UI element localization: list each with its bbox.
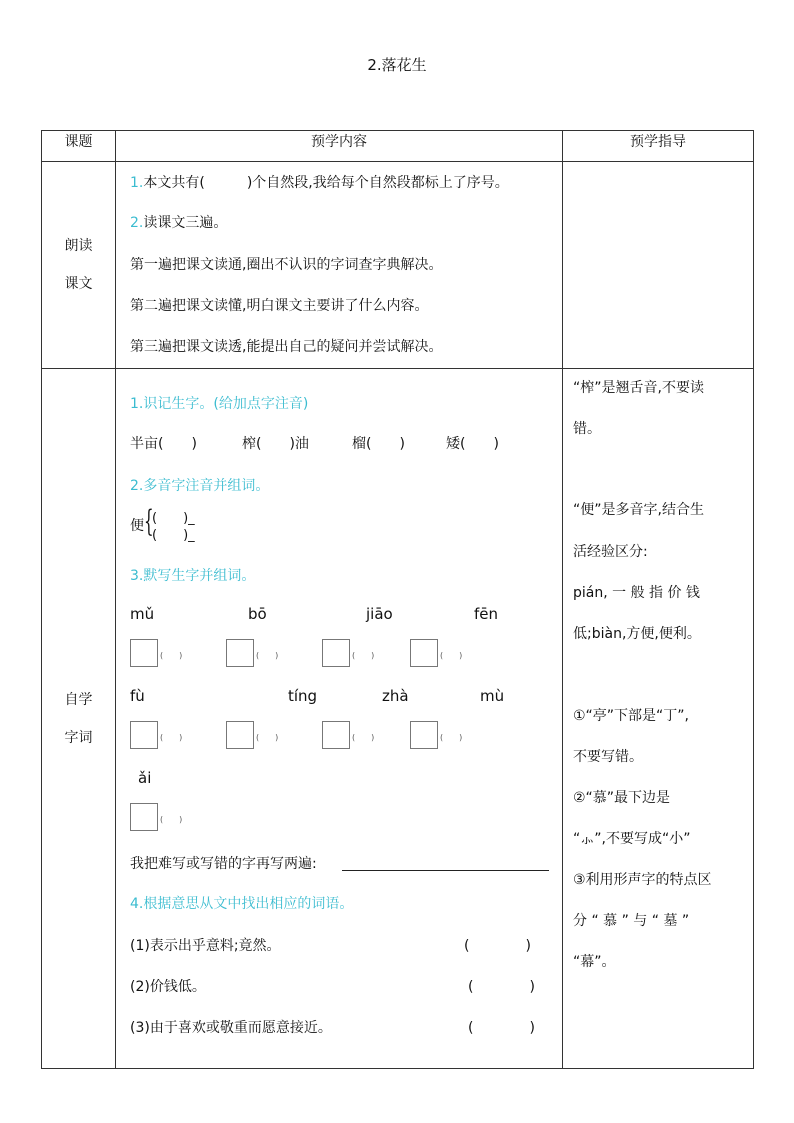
write-box[interactable] bbox=[130, 721, 158, 749]
pinyin-1: mǔ bbox=[130, 605, 155, 623]
guide-line: ①“亭”下部是“丁”, bbox=[573, 708, 690, 724]
guide-line: 不要写错。 bbox=[573, 749, 643, 765]
write-box[interactable] bbox=[130, 639, 158, 667]
guide-line: pián, 一 般 指 价 钱 bbox=[573, 585, 700, 601]
guide-line: 错。 bbox=[573, 421, 601, 437]
pinyin-8: mù bbox=[480, 687, 505, 705]
vocab-content bbox=[116, 369, 563, 1069]
category-vocab: 自学 字词 bbox=[42, 369, 116, 1069]
write-box[interactable] bbox=[130, 803, 158, 831]
word-paren: ( ) bbox=[160, 651, 183, 660]
word-paren: ( ) bbox=[352, 733, 375, 742]
poly-char: 便 bbox=[130, 518, 144, 534]
page-title: 2.落花生 bbox=[367, 56, 427, 74]
rewrite-prompt: 我把难写或写错的字再写两遍: bbox=[130, 856, 317, 872]
s2-title: 2.多音字注音并组词。 bbox=[130, 478, 270, 494]
reading-guide bbox=[563, 162, 754, 369]
reading-content bbox=[116, 162, 563, 369]
s3-title: 3.默写生字并组词。 bbox=[130, 568, 256, 584]
header-subject: 课题 bbox=[42, 131, 116, 162]
pinyin-5: fù bbox=[130, 687, 145, 705]
guide-line: “榨”是翘舌音,不要读 bbox=[573, 380, 704, 396]
word-paren: ( ) bbox=[440, 733, 463, 742]
s1-item-4: 矮( ) bbox=[446, 436, 499, 452]
write-box[interactable] bbox=[322, 721, 350, 749]
s4-answer-1[interactable]: ( ) bbox=[464, 938, 531, 954]
header-guide: 预学指导 bbox=[563, 131, 754, 162]
s1-item-1: 半亩( ) bbox=[130, 436, 197, 452]
s4-question-1: (1)表示出乎意料;竟然。 bbox=[130, 938, 281, 954]
reading-line-5: 第三遍把课文读透,能提出自己的疑问并尝试解决。 bbox=[130, 339, 443, 355]
s4-question-3: (3)由于喜欢或敬重而愿意接近。 bbox=[130, 1020, 332, 1036]
poly-line-1: ( )_ bbox=[152, 511, 195, 526]
guide-line: “便”是多音字,结合生 bbox=[573, 502, 704, 518]
word-paren: ( ) bbox=[440, 651, 463, 660]
preview-table bbox=[41, 130, 754, 1069]
reading-line-2: 2.读课文三遍。 bbox=[130, 215, 228, 231]
guide-line: 分 “ 慕 ” 与 “ 墓 ” bbox=[573, 913, 690, 929]
pinyin-7: zhà bbox=[382, 687, 409, 705]
s4-question-2: (2)价钱低。 bbox=[130, 979, 206, 995]
guide-line: “⺗”,不要写成“小” bbox=[573, 831, 691, 847]
pinyin-4: fēn bbox=[474, 605, 499, 623]
category-reading: 朗读 课文 bbox=[42, 162, 116, 369]
guide-line: “幕”。 bbox=[573, 954, 616, 970]
write-box[interactable] bbox=[410, 639, 438, 667]
pinyin-2: bō bbox=[248, 605, 267, 623]
word-paren: ( ) bbox=[256, 733, 279, 742]
row-reading bbox=[42, 162, 754, 369]
pinyin-6: tíng bbox=[288, 687, 318, 705]
guide-line: ②“慕”最下边是 bbox=[573, 790, 671, 806]
guide-line: ③利用形声字的特点区 bbox=[573, 872, 712, 888]
word-paren: ( ) bbox=[256, 651, 279, 660]
reading-line-1: 1.本文共有( )个自然段,我给每个自然段都标上了序号。 bbox=[130, 175, 509, 191]
reading-line-3: 第一遍把课文读通,圈出不认识的字词查字典解决。 bbox=[130, 257, 443, 273]
word-paren: ( ) bbox=[160, 733, 183, 742]
vocab-guide bbox=[563, 369, 754, 1069]
brace-icon: { bbox=[144, 504, 154, 539]
guide-line: 低;biàn,方便,便利。 bbox=[573, 626, 701, 642]
table-header-row bbox=[42, 131, 754, 162]
word-paren: ( ) bbox=[352, 651, 375, 660]
header-content: 预学内容 bbox=[116, 131, 563, 162]
reading-line-4: 第二遍把课文读懂,明白课文主要讲了什么内容。 bbox=[130, 298, 429, 314]
s1-title: 1.识记生字。(给加点字注音) bbox=[130, 396, 309, 412]
s1-item-3: 榴( ) bbox=[352, 436, 405, 452]
word-paren: ( ) bbox=[160, 815, 183, 824]
s4-answer-2[interactable]: ( ) bbox=[468, 979, 535, 995]
s1-item-2: 榨( )油 bbox=[242, 436, 309, 452]
write-box[interactable] bbox=[226, 639, 254, 667]
guide-line: 活经验区分: bbox=[573, 544, 648, 560]
row-vocab bbox=[42, 369, 754, 1069]
write-box[interactable] bbox=[322, 639, 350, 667]
s4-answer-3[interactable]: ( ) bbox=[468, 1020, 535, 1036]
poly-line-2: ( )_ bbox=[152, 528, 195, 543]
pinyin-9: ǎi bbox=[138, 769, 152, 787]
pinyin-3: jiāo bbox=[366, 605, 393, 623]
rewrite-line[interactable] bbox=[342, 870, 549, 871]
write-box[interactable] bbox=[410, 721, 438, 749]
s4-title: 4.根据意思从文中找出相应的词语。 bbox=[130, 896, 354, 912]
write-box[interactable] bbox=[226, 721, 254, 749]
